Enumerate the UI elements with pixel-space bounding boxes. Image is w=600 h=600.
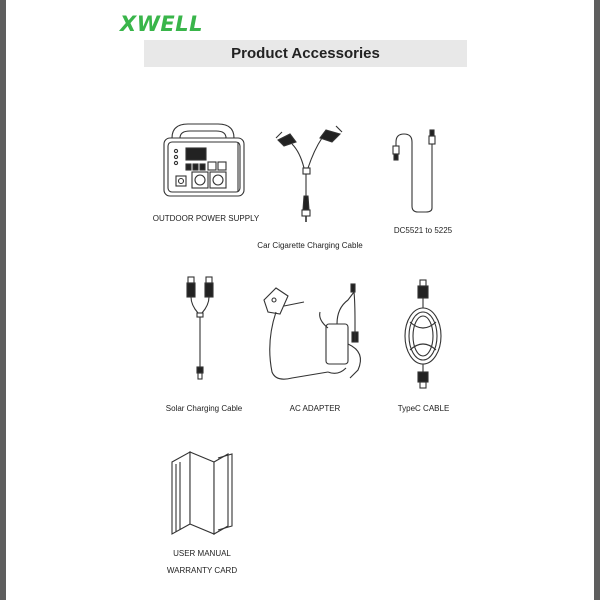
power-station-icon (156, 118, 256, 203)
typec-cable-icon (398, 278, 448, 390)
dc-cable-icon (386, 128, 446, 213)
car-charging-cable-icon (274, 122, 344, 227)
accessory-label-solar-cable: Solar Charging Cable (165, 404, 243, 413)
title-bar (144, 40, 467, 67)
ac-adapter-icon (258, 282, 368, 387)
brand-logo: XWELL (120, 12, 203, 36)
accessory-label-user-manual: USER MANUAL (173, 549, 231, 558)
user-manual-icon (166, 444, 238, 539)
accessory-label-ac-adapter: AC ADAPTER (289, 404, 341, 413)
page-title: Product Accessories (231, 45, 380, 62)
accessory-label-car-cable: Car Cigarette Charging Cable (257, 241, 363, 250)
accessory-label-power-supply: OUTDOOR POWER SUPPLY (152, 214, 260, 223)
accessory-label-dc-cable: DC5521 to 5225 (393, 226, 453, 235)
accessory-label-warranty-card: WARRANTY CARD (166, 566, 238, 575)
accessory-label-typec-cable: TypeC CABLE (397, 404, 450, 413)
solar-cable-icon (182, 275, 222, 385)
